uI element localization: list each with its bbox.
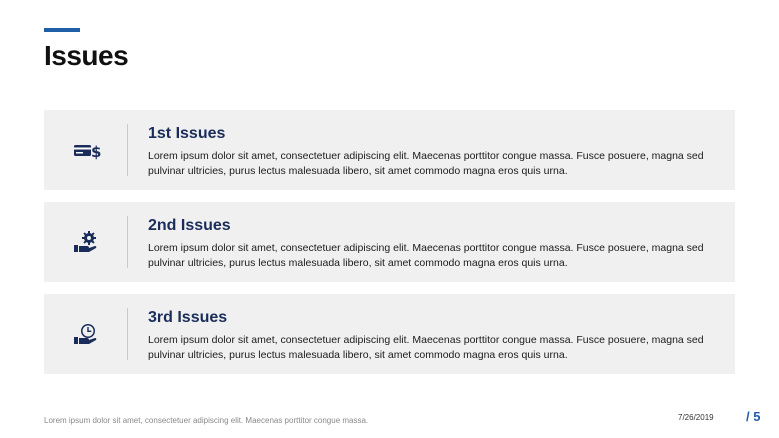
money-card-icon bbox=[72, 138, 100, 162]
page-number: / 5 bbox=[746, 409, 761, 424]
issue-text: Lorem ipsum dolor sit amet, consectetuer adipiscing elit. Maecenas porttitor congue massa. Fusce posuere, magna sed pulvinar ultricies, purus lectus malesuada libero, sit amet commodo magna eros quis urna. bbox=[148, 150, 704, 177]
issue-card-2 bbox=[44, 202, 735, 282]
issue-text: Lorem ipsum dolor sit amet, consectetuer adipiscing elit. Maecenas porttitor congue massa. Fusce posuere, magna sed pulvinar ultricies, purus lectus malesuada libero, sit amet commodo magna eros quis urna. bbox=[148, 242, 704, 269]
issue-text: Lorem ipsum dolor sit amet, consectetuer adipiscing elit. Maecenas porttitor congue massa. Fusce posuere, magna sed pulvinar ultricies, purus lectus malesuada libero, sit amet commodo magna eros quis urna. bbox=[148, 334, 704, 361]
issue-heading: 3rd Issues bbox=[148, 309, 228, 326]
card-divider bbox=[127, 308, 128, 360]
slide-title: Issues bbox=[44, 40, 129, 71]
issue-heading: 1st Issues bbox=[148, 125, 226, 142]
footer-text: Lorem ipsum dolor sit amet, consectetuer adipiscing elit. Maecenas porttitor congue massa. bbox=[44, 416, 369, 425]
card-divider bbox=[127, 216, 128, 268]
issue-card-3 bbox=[44, 294, 735, 374]
svg-text:$: $ bbox=[91, 143, 102, 161]
card-divider bbox=[127, 124, 128, 176]
footer-date: 7/26/2019 bbox=[678, 413, 714, 422]
hand-clock-icon bbox=[72, 322, 100, 346]
hand-gear-icon bbox=[72, 230, 100, 254]
issue-heading: 2nd Issues bbox=[148, 217, 231, 234]
title-accent-bar bbox=[44, 28, 80, 32]
issue-card-1 bbox=[44, 110, 735, 190]
